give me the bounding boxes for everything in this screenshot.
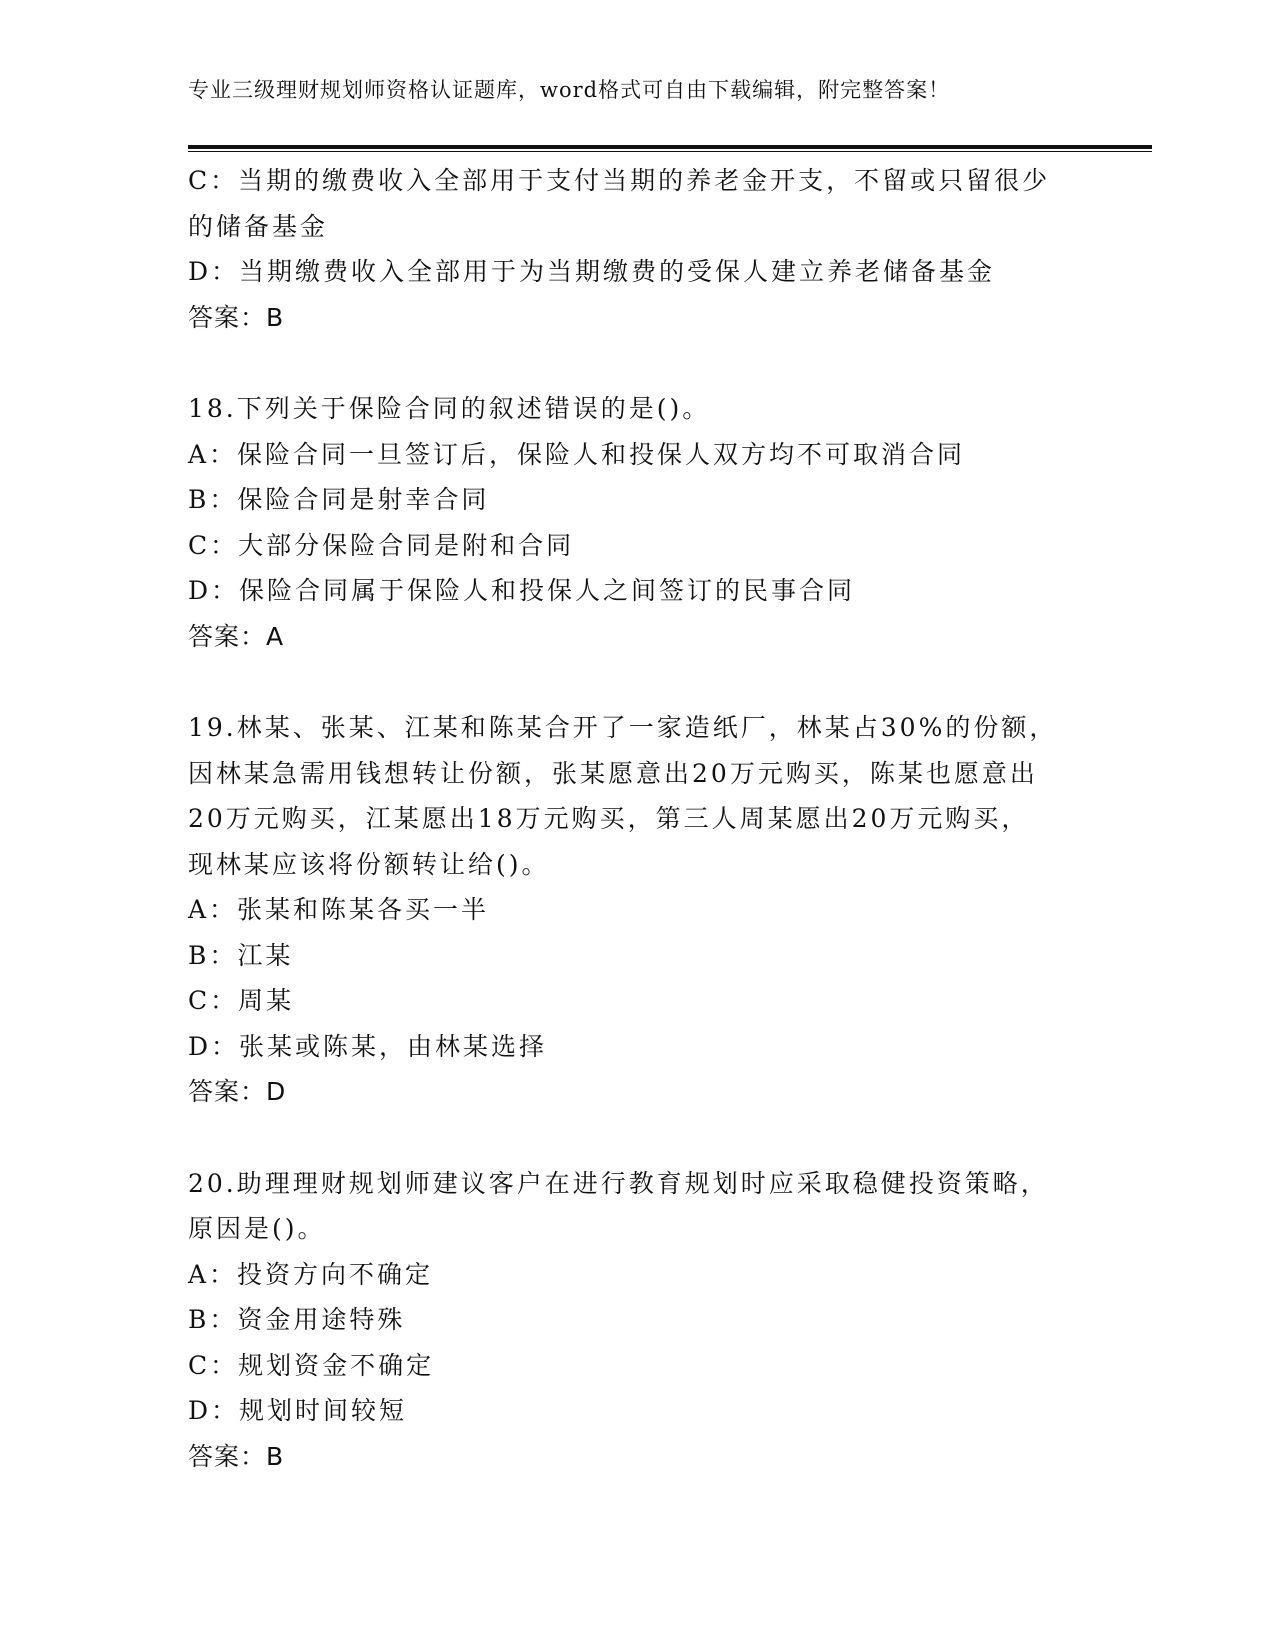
question-20: [188, 1161, 1088, 1480]
question-stem-continued: 现林某应该将份额转让给()。: [188, 849, 550, 879]
document-header: 专业三级理财规划师资格认证题库，word格式可自由下载编辑，附完整答案！: [188, 78, 951, 102]
answer: 答案：A: [188, 621, 285, 651]
question-18: [188, 386, 1088, 659]
answer: 答案：B: [188, 1441, 285, 1471]
question-content: [188, 158, 1088, 1479]
option-d: D：张某或陈某，由林某选择: [188, 1031, 548, 1061]
option-b: B：保险合同是射幸合同: [188, 485, 490, 514]
question-stem-continued: 因林某急需用钱想转让份额，张某愿意出20万元购买，陈某也愿意出: [188, 758, 1038, 788]
option-c: C：大部分保险合同是附和合同: [188, 530, 575, 560]
option-a: A：保险合同一旦签订后，保险人和投保人双方均不可取消合同: [188, 439, 966, 469]
question-stem: 20.助理理财规划师建议客户在进行教育规划时应采取稳健投资策略，: [188, 1168, 1049, 1198]
option-c: C：当期的缴费收入全部用于支付当期的养老金开支，不留或只留很少: [188, 166, 1051, 195]
option-a: A：张某和陈某各买一半: [188, 895, 490, 924]
option-b: B：资金用途特殊: [188, 1305, 406, 1334]
spacer: [188, 340, 1088, 386]
header-rule-thick: [188, 145, 1152, 149]
question-stem: 19.林某、张某、江某和陈某合开了一家造纸厂，林某占30%的份额，: [188, 713, 1058, 742]
question-stem-continued: 原因是()。: [188, 1214, 326, 1243]
option-a: A：投资方向不确定: [188, 1259, 434, 1289]
spacer: [188, 659, 1088, 705]
spacer: [188, 1115, 1088, 1161]
question-19: [188, 705, 1088, 1115]
question-stem-continued: 20万元购买，江某愿出18万元购买，第三人周某愿出20万元购买，: [188, 804, 1030, 833]
option-c-continued: 的储备基金: [188, 211, 329, 241]
question-stem: 18.下列关于保险合同的叙述错误的是()。: [188, 394, 711, 423]
option-d: D：规划时间较短: [188, 1396, 408, 1425]
answer: 答案：D: [188, 1077, 287, 1106]
option-c: C：周某: [188, 986, 295, 1015]
option-c: C：规划资金不确定: [188, 1350, 435, 1380]
question-17-tail: [188, 158, 1088, 340]
header-rule-thin: [188, 151, 1152, 152]
option-b: B：江某: [188, 940, 294, 970]
answer: 答案：B: [188, 302, 285, 332]
option-d: D：保险合同属于保险人和投保人之间签订的民事合同: [188, 576, 856, 605]
option-d: D：当期缴费收入全部用于为当期缴费的受保人建立养老储备基金: [188, 257, 996, 286]
